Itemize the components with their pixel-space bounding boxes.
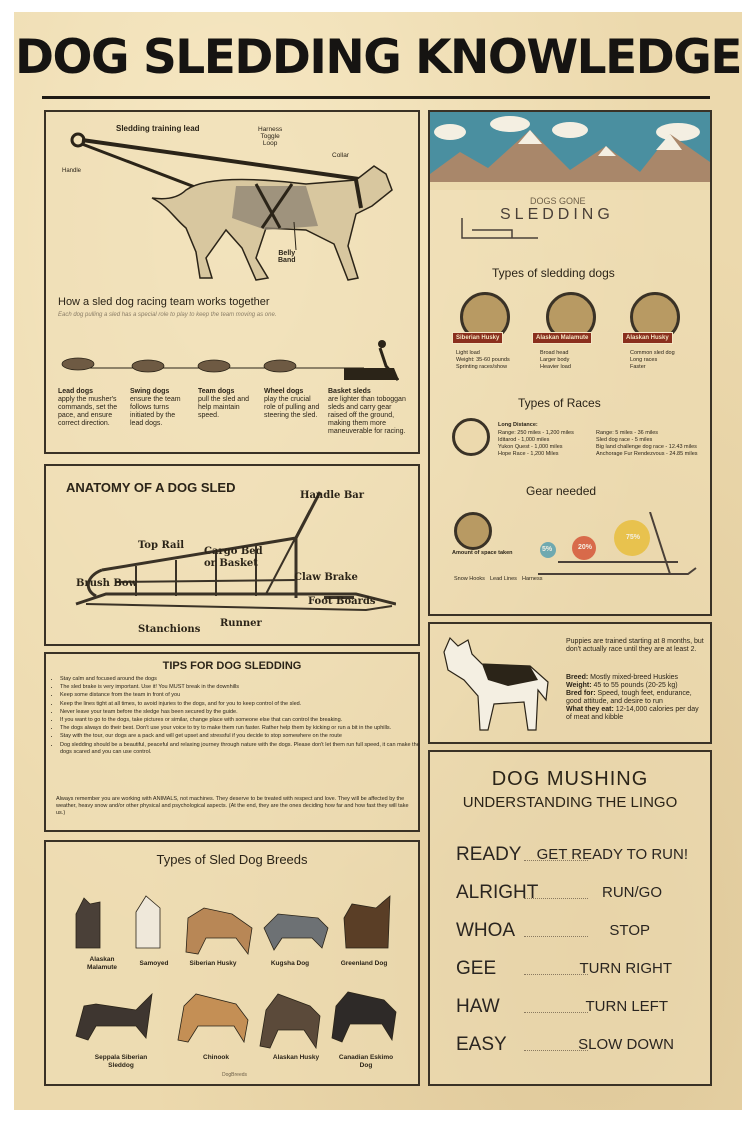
race-item: Yukon Quest - 1,000 miles — [498, 444, 563, 450]
dotted-leader — [524, 898, 588, 899]
tip-item: • If you want to go to the dogs, take pictures or similar, change place with someone else that can control the breaking. — [60, 717, 420, 724]
lingo-row — [454, 844, 688, 868]
fact: Sprinting races/show — [456, 364, 508, 370]
gear-heading: Gear needed — [526, 484, 597, 498]
dog-type-name: Alaskan Malamute — [532, 332, 592, 344]
lingo-command: EASY — [456, 1034, 507, 1055]
lingo-meaning: STOP — [609, 922, 650, 939]
part-handle-bar: Handle Bar — [300, 490, 365, 501]
fact: Broad head — [540, 350, 569, 356]
fact-row — [566, 690, 704, 706]
gear-caption: Amount of space taken — [452, 550, 513, 556]
breed-label: Chinook — [203, 1054, 229, 1061]
husky-facts — [566, 674, 704, 722]
team-illustration — [54, 338, 410, 388]
races-long-list — [498, 430, 588, 458]
tips-heading: TIPS FOR DOG SLEDDING — [162, 660, 302, 672]
race-flag-icon — [452, 418, 490, 456]
gear-item: Harness — [522, 576, 543, 582]
label-handle: Handle — [62, 168, 82, 174]
fact: Heavier load — [540, 364, 571, 370]
role-name: Lead dogs — [58, 388, 94, 395]
dotted-leader — [524, 974, 588, 975]
title-divider — [42, 96, 710, 99]
types-heading: Types of sledding dogs — [492, 266, 615, 280]
role-lead — [58, 388, 122, 428]
team-heading: How a sled dog racing team works together — [58, 296, 270, 308]
gear-pie-icon — [454, 512, 492, 550]
husky-illustration — [438, 630, 556, 736]
breeds-credit: DogBreeds — [222, 1072, 248, 1078]
tip-item: • Keep the lines tight at all times, to avoid injuries to the dogs, and for you to keep control of the sled. — [60, 701, 420, 708]
fact: Common sled dog — [630, 350, 675, 356]
fact-key: Bred for: — [566, 690, 596, 697]
race-item: Big land challenge dog race - 12.43 miles — [596, 444, 697, 450]
husky-facts-panel — [428, 622, 712, 744]
fact-key: Weight: — [566, 682, 592, 689]
fact: Faster — [630, 364, 646, 370]
breed-row-2-illustrations — [66, 976, 406, 1052]
role-name: Team dogs — [198, 388, 235, 395]
lingo-row — [454, 882, 688, 906]
race-item: Range: 5 miles - 36 miles — [596, 430, 659, 436]
role-desc: apply the musher's commands, set the pace, and ensure correct direction. — [58, 396, 118, 427]
role-wheel — [264, 388, 324, 420]
fact: Long races — [630, 357, 658, 363]
lingo-command: HAW — [456, 996, 500, 1017]
race-item: Hope Race - 1,200 Miles — [498, 451, 559, 457]
part-cargo-bed: Cargo Bed or Basket — [204, 546, 263, 569]
poster — [14, 12, 742, 1110]
fact-row — [566, 682, 704, 690]
role-desc: pull the sled and help maintain speed. — [198, 396, 249, 419]
dotted-leader — [524, 1012, 588, 1013]
fact-row — [566, 706, 704, 722]
part-runner: Runner — [220, 618, 262, 629]
dog-type-facts — [456, 350, 526, 371]
lingo-meaning: SLOW DOWN — [578, 1036, 674, 1053]
role-team — [198, 388, 258, 420]
lingo-meaning: TURN RIGHT — [579, 960, 672, 977]
dog-type-name: Siberian Husky — [452, 332, 503, 344]
role-name: Basket sleds — [328, 388, 371, 395]
tip-item: • Dog sledding should be a beautiful, peaceful and relaxing journey through nature with the dogs. Please don't let them run full speed, it can make the dogs scared and you can use control. — [60, 742, 420, 756]
lingo-meaning: GET READY TO RUN! — [536, 846, 688, 863]
tips-panel — [44, 652, 420, 832]
race-item: Anchorage Fur Rendezvous - 24.85 miles — [596, 451, 698, 457]
breed-label: Canadian Eskimo Dog — [338, 1054, 394, 1069]
fact: Weight: 35-60 pounds — [456, 357, 510, 363]
gear-item: Snow Hooks — [454, 576, 485, 582]
part-top-rail: Top Rail — [138, 540, 185, 551]
label-collar: Collar — [332, 152, 349, 159]
logo-main: SLEDDING — [500, 206, 614, 223]
race-item: Sled dog race - 5 miles — [596, 437, 653, 443]
lingo-panel — [428, 750, 712, 1086]
part-claw-brake: Claw Brake — [294, 572, 358, 583]
lingo-subheading: UNDERSTANDING THE LINGO — [462, 794, 678, 811]
lingo-command: ALRIGHT — [456, 882, 539, 903]
label-harness-loop: Harness Toggle Loop — [258, 126, 283, 147]
fact: Light load — [456, 350, 480, 356]
part-stanchions: Stanchions — [138, 624, 201, 635]
role-desc: are lighter than toboggan sleds and carry gear raised off the ground, making them more maneuverable for racing. — [328, 396, 406, 435]
part-brush-bow: Brush Bow — [76, 578, 138, 589]
tip-item: • Keep some distance from the team in front of you — [60, 692, 420, 699]
fact-key: Breed: — [566, 674, 589, 681]
tips-closing: Always remember you are working with ANIMALS, not machines. They deserve to be treated with respect and love. They will be affected by the weather, heavy snow and/or other physical and psychological aspects. (At the end, they are the ones deciding how far and how fast they will take us.) — [56, 796, 409, 816]
fact-row — [566, 674, 704, 682]
mountain-banner — [430, 112, 710, 190]
logo-top: DOGS GONE — [530, 196, 586, 206]
fact-value: Speed, tough feet, endurance, good attitude, and desire to run — [566, 690, 692, 705]
tips-list — [46, 676, 420, 757]
lingo-row — [454, 996, 688, 1020]
races-heading: Types of Races — [518, 396, 601, 410]
fact-value: 12-14,000 calories per day of meat and kibble — [566, 706, 699, 721]
gear-sled-chart — [538, 512, 698, 592]
team-subheading: Each dog pulling a sled has a special role to play to keep the team moving as one. — [58, 312, 277, 318]
role-swing — [130, 388, 190, 428]
fact-value: 45 to 55 pounds (20-25 kg) — [593, 682, 678, 689]
role-basket — [328, 388, 412, 436]
lingo-command: READY — [456, 844, 522, 865]
lingo-meaning: RUN/GO — [602, 884, 662, 901]
race-item: Iditarod - 1,000 miles — [498, 437, 550, 443]
fact-value: Mostly mixed-breed Huskies — [590, 674, 679, 681]
harnessed-dog-illustration — [56, 118, 406, 288]
breed-row-1-illustrations — [56, 878, 408, 958]
tip-item: • The dogs always do their best. Don't use your voice to try to make them run faster. Rather help them by kicking or run a bit in the uphills. — [60, 725, 420, 732]
lingo-row — [454, 958, 688, 982]
dog-type-name: Alaskan Husky — [622, 332, 673, 344]
tip-item: • The sled brake is very important. Use it! You MUST break in the downhills — [60, 684, 420, 691]
gear-pct: 75% — [626, 534, 641, 541]
lingo-row — [454, 920, 688, 944]
gear-item: Lead Lines — [490, 576, 517, 582]
harness-team-panel — [44, 110, 420, 454]
breed-label: Kugsha Dog — [270, 960, 310, 967]
anatomy-heading: ANATOMY OF A DOG SLED — [66, 480, 236, 495]
races-short-list — [596, 430, 708, 458]
role-name: Wheel dogs — [264, 388, 304, 395]
dog-type-facts — [540, 350, 610, 371]
lingo-row — [454, 1034, 688, 1058]
lingo-command: GEE — [456, 958, 497, 979]
breed-label: Alaskan Malamute — [87, 956, 117, 971]
fact-key: What they eat: — [566, 706, 614, 713]
breed-label: Samoyed — [139, 960, 169, 967]
breeds-panel — [44, 840, 420, 1086]
gear-pct: 20% — [578, 544, 593, 551]
husky-intro: Puppies are trained starting at 8 months, but don't actually race until they are at least 2. — [566, 638, 704, 653]
label-sledding-lead: Sledding training lead — [116, 124, 200, 133]
lingo-meaning: TURN LEFT — [585, 998, 668, 1015]
breed-label: Alaskan Husky — [272, 1054, 320, 1061]
tip-item: • Stay calm and focused around the dogs — [60, 676, 420, 683]
breed-label: Siberian Husky — [189, 960, 237, 967]
dog-type-facts — [630, 350, 700, 371]
role-desc: play the crucial role of pulling and steering the sled. — [264, 396, 320, 419]
logo-sled-icon — [452, 212, 542, 242]
sledding-dogs-panel — [428, 110, 712, 616]
dotted-leader — [524, 936, 588, 937]
gear-pct: 5% — [542, 546, 553, 553]
lingo-heading: DOG MUSHING — [491, 768, 649, 790]
lingo-command: WHOA — [456, 920, 516, 941]
page-title: DOG SLEDDING KNOWLEDGE — [15, 30, 741, 85]
anatomy-panel — [44, 464, 420, 646]
race-item: Range: 250 miles - 1,200 miles — [498, 430, 574, 436]
races-sub: Long Distance: — [498, 422, 538, 428]
breeds-heading: Types of Sled Dog Breeds — [156, 852, 308, 867]
fact: Larger body — [540, 357, 570, 363]
part-foot-boards: Foot Boards — [308, 596, 376, 607]
tip-item: • Stay with the tour, our dogs are a pack and will get upset and stressful if you decide to stop somewhere on the route — [60, 733, 420, 740]
role-name: Swing dogs — [130, 388, 170, 395]
label-belly-band: Belly Band — [278, 250, 296, 264]
tip-item: • Never leave your team before the sledge has been secured by the guide. — [60, 709, 420, 716]
role-desc: ensure the team follows turns initiated by the lead dogs. — [130, 396, 181, 427]
breed-label: Seppala Siberian Sleddog — [94, 1054, 148, 1069]
breed-label: Greenland Dog — [340, 960, 388, 967]
